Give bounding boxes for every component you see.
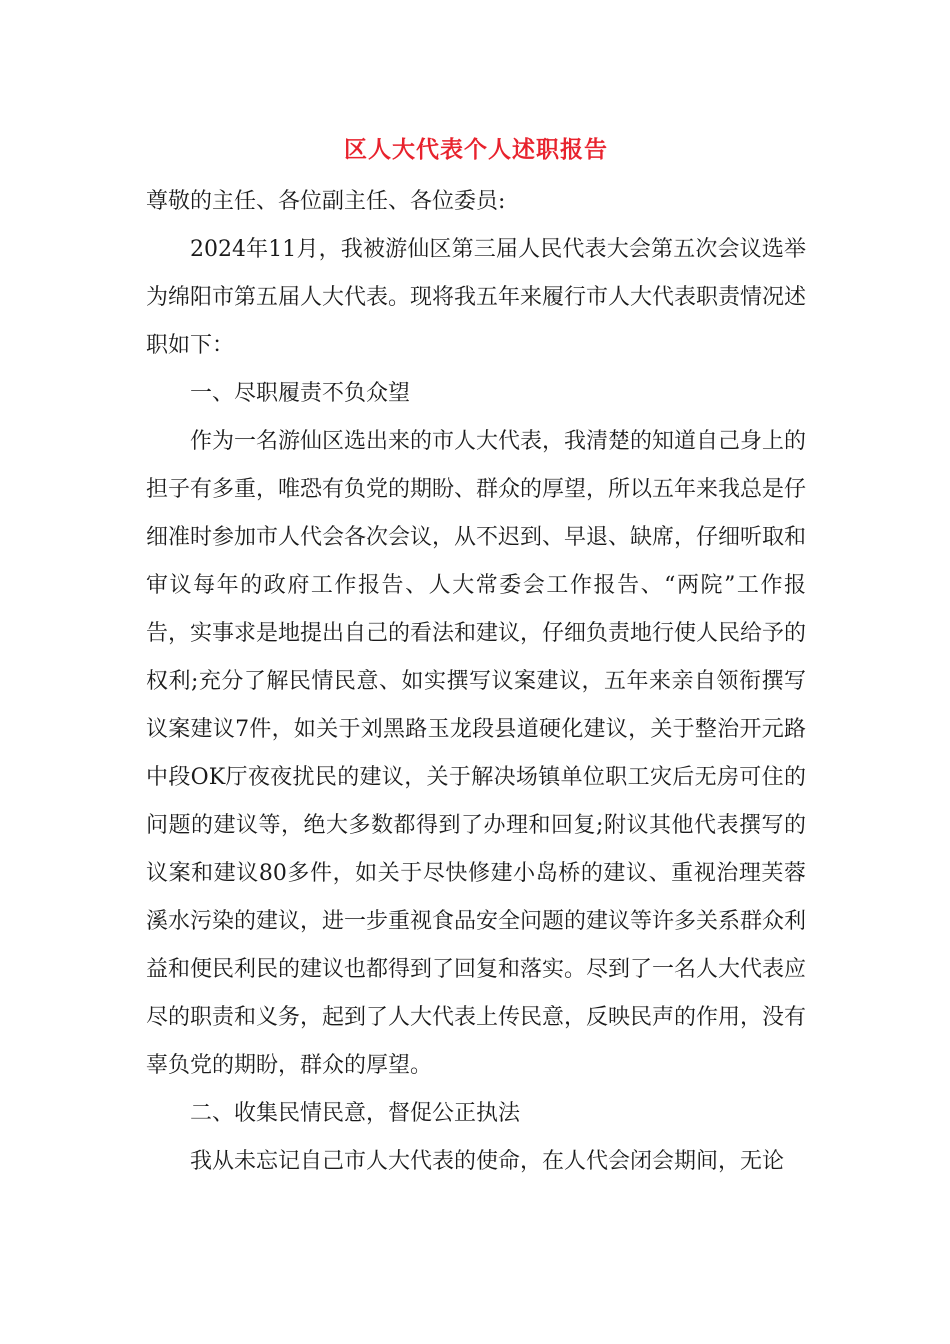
document-page (146, 132, 806, 1186)
paragraph-section-1: 作为一名游仙区选出来的市人大代表，我清楚的知道自己身上的担子有多重，唯恐有负党的期盼、群众的厚望，所以五年来我总是仔细准时参加市人代会各次会议，从不迟到、早退、缺席，仔细听取和审议每年的政府工作报告、人大常委会工作报告、“两院”工作报告，实事求是地提出自己的看法和建议，仔细负责地行使人民给予的权利;充分了解民情民意、如实撰写议案建议，五年来亲自领衔撰写议案建议7件，如关于刘黑路玉龙段县道硬化建议，关于整治开元路中段OK厅夜夜扰民的建议，关于解决场镇单位职工灾后无房可住的问题的建议等，绝大多数都得到了办理和回复;附议其他代表撰写的议案和建议80多件，如关于尽快修建小岛桥的建议、重视治理芙蓉溪水污染的建议，进一步重视食品安全问题的建议等许多关系群众利益和便民利民的建议也都得到了回复和落实。尽到了一名人大代表应尽的职责和义务，起到了人大代表上传民意，反映民声的作用，没有辜负党的期盼，群众的厚望。 (146, 429, 807, 1078)
section-heading-1: 一、尽职履责不负众望 (190, 381, 411, 406)
salutation: 尊敬的主任、各位副主任、各位委员: (146, 189, 506, 214)
document-title: 区人大代表个人述职报告 (344, 136, 608, 163)
section-heading-2: 二、收集民情民意，督促公正执法 (190, 1101, 521, 1126)
paragraph-intro: 2024年11月，我被游仙区第三届人民代表大会第五次会议选举为绵阳市第五届人大代表。现将我五年来履行市人大代表职责情况述职如下： (146, 237, 807, 358)
paragraph-section-2: 我从未忘记自己市人大代表的使命，在人代会闭会期间，无论 (190, 1149, 785, 1174)
